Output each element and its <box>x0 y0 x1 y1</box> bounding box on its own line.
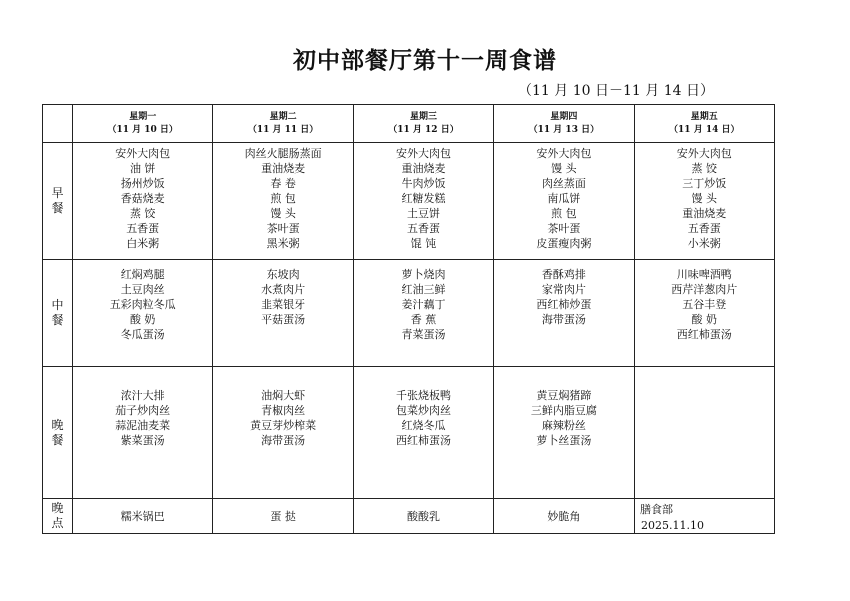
dish-item: 小米粥 <box>687 237 721 250</box>
dish-item: 茄子炒肉丝 <box>115 404 171 417</box>
dish-item: 馒 头 <box>551 162 577 175</box>
dish-item: 青椒肉丝 <box>261 404 306 417</box>
dish-item: 东坡肉 <box>266 268 300 281</box>
dish-item: 西红柿炒蛋 <box>536 298 592 311</box>
dish-item: 海带蛋汤 <box>261 434 306 447</box>
meal-label-char: 餐 <box>51 201 64 215</box>
dish-item: 家常肉片 <box>541 283 586 296</box>
dish-item: 土豆肉丝 <box>120 283 165 296</box>
day-date: （11 月 11 日） <box>247 124 319 135</box>
dish-item: 重油烧麦 <box>261 162 306 175</box>
dish-item: 红油三鲜 <box>401 283 446 296</box>
meal-label <box>43 367 73 499</box>
menu-cell <box>213 143 353 260</box>
dish-item: 肉丝火腿肠蒸面 <box>244 147 322 160</box>
dish-item: 水煮肉片 <box>261 283 306 296</box>
meal-label <box>43 260 73 367</box>
meal-label <box>43 143 73 260</box>
day-date: （11 月 12 日） <box>388 124 459 135</box>
meal-label-char: 早 <box>51 186 64 200</box>
dish-item: 糯米锅巴 <box>120 509 165 523</box>
meal-label-char: 中 <box>51 298 64 312</box>
dish-item: 香酥鸡排 <box>541 268 586 281</box>
menu-cell <box>73 143 213 260</box>
day-name: 星期五 <box>690 111 718 122</box>
menu-cell <box>73 260 213 367</box>
day-header <box>213 105 353 143</box>
dish-item: 重油烧麦 <box>401 162 446 175</box>
meal-label-char: 点 <box>51 516 64 530</box>
dish-item: 馄 饨 <box>410 237 437 250</box>
day-header <box>634 105 774 143</box>
dish-item: 蛋 挞 <box>270 509 296 523</box>
dish-item: 五香蛋 <box>687 222 721 235</box>
meal-label-char: 餐 <box>51 313 64 327</box>
menu-cell <box>73 499 213 534</box>
dish-item: 肉丝蒸面 <box>541 177 586 190</box>
dish-item: 紫菜蛋汤 <box>120 434 165 447</box>
dish-item: 海带蛋汤 <box>541 313 586 326</box>
menu-cell <box>634 367 774 499</box>
dish-item: 五香蛋 <box>406 222 440 235</box>
footer-date: 2025.11.10 <box>641 519 704 532</box>
dish-item: 包菜炒肉丝 <box>395 404 451 417</box>
menu-cell <box>353 143 493 260</box>
dish-item: 南瓜饼 <box>547 192 581 205</box>
menu-cell <box>213 260 353 367</box>
menu-cell <box>353 260 493 367</box>
dish-item: 千张烧板鸭 <box>395 389 451 402</box>
dish-item: 浓汁大排 <box>120 389 165 402</box>
dish-item: 蒸 饺 <box>129 207 156 220</box>
dish-item: 麻辣粉丝 <box>541 419 586 432</box>
dish-item: 西红柿蛋汤 <box>676 328 732 341</box>
dish-item: 酸 奶 <box>129 313 156 326</box>
day-header <box>494 105 634 143</box>
dish-item: 黄豆焖猪蹄 <box>536 389 592 402</box>
date-range-subtitle: （11 月 10 日－11 月 14 日） <box>518 83 714 99</box>
dish-item: 安外大肉包 <box>115 147 171 160</box>
dish-item: 皮蛋瘦肉粥 <box>536 237 592 250</box>
dish-item: 重油烧麦 <box>682 207 727 220</box>
menu-cell <box>494 143 634 260</box>
dish-item: 茶叶蛋 <box>266 222 300 235</box>
dish-item: 红烧冬瓜 <box>401 419 446 432</box>
dish-item: 五彩肉粒冬瓜 <box>109 298 176 311</box>
menu-cell <box>73 367 213 499</box>
dish-item: 春 卷 <box>270 177 296 190</box>
dish-item: 五谷丰登 <box>682 298 727 311</box>
meal-row <box>43 260 775 367</box>
footer-department: 膳食部 <box>640 503 673 516</box>
day-header <box>73 105 213 143</box>
dish-item: 萝卜丝蛋汤 <box>536 434 592 447</box>
dish-item: 韭菜银牙 <box>261 298 306 311</box>
dish-item: 安外大肉包 <box>676 147 732 160</box>
day-date: （11 月 10 日） <box>107 124 178 135</box>
dish-item: 馒 头 <box>270 207 296 220</box>
dish-item: 煎 包 <box>551 207 577 220</box>
day-name: 星期一 <box>129 111 157 122</box>
dish-item: 蒸 饺 <box>691 162 718 175</box>
dish-item: 黄豆芽炒榨菜 <box>250 419 317 432</box>
dish-item: 姜汁藕丁 <box>401 298 446 311</box>
dish-item: 妙脆角 <box>547 509 581 523</box>
day-date: （11 月 14 日） <box>669 124 740 135</box>
dish-item: 白米粥 <box>126 237 160 250</box>
dish-item: 煎 包 <box>270 192 296 205</box>
header-row <box>43 105 775 143</box>
dish-item: 酸酸乳 <box>406 509 440 523</box>
dish-item: 安外大肉包 <box>395 147 451 160</box>
dish-item: 酸 奶 <box>691 313 718 326</box>
menu-cell <box>494 260 634 367</box>
menu-cell <box>634 260 774 367</box>
dish-item: 青菜蛋汤 <box>401 328 446 341</box>
day-name: 星期二 <box>269 111 297 122</box>
menu-cell <box>353 367 493 499</box>
menu-cell <box>213 499 353 534</box>
dish-item: 平菇蛋汤 <box>261 313 306 326</box>
menu-cell <box>634 143 774 260</box>
dish-item: 茶叶蛋 <box>547 222 581 235</box>
dish-item: 西红柿蛋汤 <box>395 434 451 447</box>
dish-item: 扬州炒饭 <box>120 177 165 190</box>
dish-item: 安外大肉包 <box>536 147 592 160</box>
dish-item: 蒜泥油麦菜 <box>115 419 171 432</box>
meal-row <box>43 367 775 499</box>
dish-item: 冬瓜蛋汤 <box>120 328 165 341</box>
day-header <box>353 105 493 143</box>
meal-label-char: 晚 <box>51 417 64 432</box>
dish-item: 五香蛋 <box>126 222 160 235</box>
dish-item: 川味啤酒鸭 <box>676 268 732 281</box>
day-date: （11 月 13 日） <box>528 124 600 135</box>
meal-label-char: 餐 <box>51 432 64 447</box>
dish-item: 油 饼 <box>129 162 156 175</box>
menu-cell <box>494 499 634 534</box>
dish-item: 红焖鸡腿 <box>120 268 165 281</box>
dish-item: 三丁炒饭 <box>682 177 727 190</box>
dish-item: 牛肉炒饭 <box>401 177 446 190</box>
dish-item: 萝卜烧肉 <box>401 268 446 281</box>
dish-item: 红糖发糕 <box>401 192 446 205</box>
dish-item: 西芹洋葱肉片 <box>671 283 738 296</box>
meal-row <box>43 143 775 260</box>
menu-table <box>42 104 775 534</box>
dish-item: 香 蕉 <box>410 313 437 326</box>
dish-item: 香菇烧麦 <box>120 192 165 205</box>
day-name: 星期四 <box>550 111 578 122</box>
dish-item: 三鲜内脂豆腐 <box>530 404 597 417</box>
dish-item: 馒 头 <box>691 192 718 205</box>
menu-cell <box>213 367 353 499</box>
meal-label <box>43 499 73 534</box>
dish-item: 黑米粥 <box>266 237 300 250</box>
corner-cell <box>43 105 73 143</box>
menu-cell <box>494 367 634 499</box>
menu-cell <box>353 499 493 534</box>
day-name: 星期三 <box>409 111 437 122</box>
dish-item: 油焖大虾 <box>261 389 306 402</box>
meal-label-char: 晚 <box>51 501 64 515</box>
dish-item: 土豆饼 <box>406 207 440 220</box>
page-title: 初中部餐厅第十一周食谱 <box>293 47 557 74</box>
